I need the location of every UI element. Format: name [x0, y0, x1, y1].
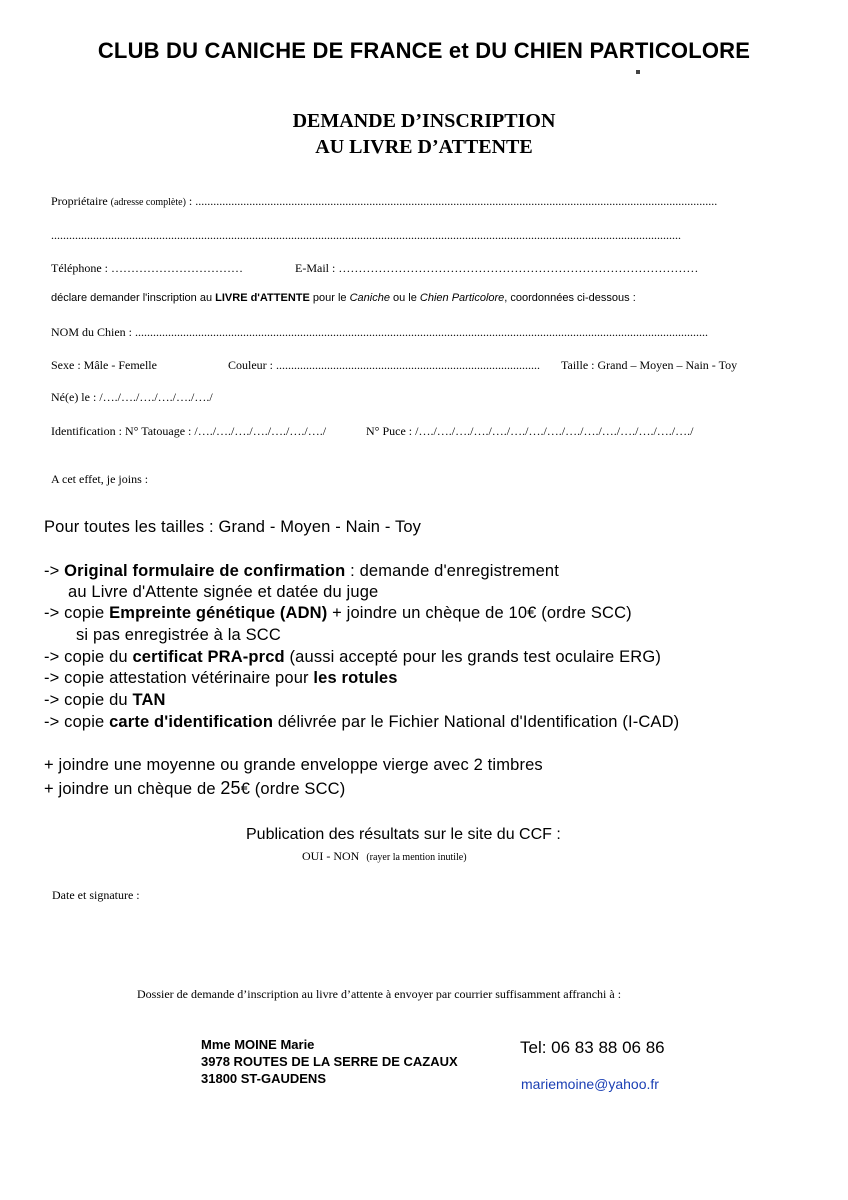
owner-dots-line2: .................................................................................................................................................................................................................. [51, 228, 681, 242]
contact-street: 3978 ROUTES DE LA SERRE DE CAZAUX [201, 1054, 458, 1069]
cheque-line [44, 778, 345, 799]
phone-dots: …………………………… [110, 261, 243, 275]
requirement-item-cont: au Livre d'Attente signée et datée du juge [68, 583, 379, 601]
cheque-prefix: + joindre un chèque de [44, 780, 221, 798]
color-label: Couleur : [228, 358, 276, 372]
declare-particolore: Chien Particolore [419, 292, 505, 304]
email-dots: ……………………………………………………………………………… [338, 261, 699, 275]
item-prefix: -> [44, 562, 65, 580]
contact-email-link[interactable]: mariemoine@yahoo.fr [521, 1076, 659, 1092]
sex-label: Sexe : Mâle - Femelle [51, 358, 157, 372]
requirement-item-cont: si pas enregistrée à la SCC [76, 626, 281, 644]
chip-field[interactable] [366, 424, 693, 439]
email-label: E-Mail : [295, 261, 339, 275]
declare-or: ou le [389, 292, 420, 304]
owner-field[interactable] [51, 194, 717, 209]
all-sizes-line: Pour toutes les tailles : Grand - Moyen - Nain - Toy [44, 518, 422, 536]
item-suffix: : demande d'enregistrement [345, 562, 559, 580]
declare-suffix: , coordonnées ci-dessous : [504, 292, 636, 304]
item-bold: les rotules [313, 669, 398, 687]
requirement-item [44, 669, 398, 688]
declare-bold: LIVRE d'ATTENTE [215, 292, 310, 304]
club-title: CLUB DU CANICHE DE FRANCE et DU CHIEN PARTICOLORE [97, 38, 751, 63]
born-slots: /…./…./…./…./…./…./ [99, 390, 213, 404]
envelope-line: + joindre une moyenne ou grande enveloppe vierge avec 2 timbres [44, 756, 543, 774]
size-field[interactable] [561, 358, 737, 373]
item-suffix: (aussi accepté pour les grands test oculaire ERG) [284, 648, 661, 666]
signature-field[interactable]: Date et signature : [52, 888, 140, 902]
email-field[interactable] [295, 261, 698, 276]
requirement-item [44, 562, 559, 581]
color-field[interactable] [228, 358, 540, 373]
requirement-item [44, 713, 679, 732]
owner-hint: (adresse complète) [110, 197, 186, 208]
dog-name-field[interactable] [51, 325, 733, 340]
tattoo-field[interactable] [51, 424, 326, 439]
size-label: Taille : Grand – Moyen – Nain - Toy [561, 358, 738, 372]
phone-label: Téléphone : [51, 261, 111, 275]
item-suffix: délivrée par le Fichier National d'Identification (I-CAD) [273, 713, 680, 731]
born-label: Né(e) le : [51, 390, 100, 404]
item-prefix: -> copie du [44, 691, 133, 709]
contact-city: 31800 ST-GAUDENS [201, 1071, 326, 1086]
attach-label: A cet effet, je joins : [51, 472, 149, 486]
tattoo-slots: /…./…./…./…./…./…./…./ [194, 424, 327, 438]
phone-field[interactable] [51, 261, 243, 276]
form-title-line1: DEMANDE D’INSCRIPTION [292, 110, 556, 132]
declare-caniche: Caniche [349, 292, 390, 304]
requirement-item [44, 648, 661, 667]
sex-field[interactable] [51, 358, 157, 373]
publication-title: Publication des résultats sur le site du CCF : [246, 826, 561, 843]
owner-field-line2[interactable] [51, 228, 759, 243]
requirement-item [44, 604, 632, 623]
item-prefix: -> copie [44, 604, 110, 622]
form-title [0, 108, 848, 160]
requirement-item [44, 691, 166, 710]
publication-choices: OUI - NON [302, 849, 360, 863]
publication-hint: (rayer la mention inutile) [366, 852, 467, 863]
chip-slots: /…./…./…./…./…./…./…./…./…./…./…./…./…./…./…./ [415, 424, 694, 438]
item-prefix: -> copie [44, 713, 110, 731]
declare-prefix: déclare demander l'inscription au [51, 292, 216, 304]
chip-label: N° Puce : [366, 424, 416, 438]
item-bold: Original formulaire de confirmation [64, 562, 346, 580]
declare-mid: pour le [309, 292, 350, 304]
dog-name-dots: ............................................................................................................................................................................................... [135, 325, 708, 339]
contact-name: Mme MOINE Marie [201, 1037, 315, 1052]
cheque-amount: 25 [220, 778, 241, 798]
item-prefix: -> copie du [44, 648, 133, 666]
owner-dots: : .............................................................................................................................................................................. [185, 194, 718, 208]
scan-mark [636, 70, 640, 74]
birth-date-field[interactable] [51, 390, 213, 405]
item-bold: certificat PRA-prcd [132, 648, 285, 666]
declaration [51, 292, 636, 304]
dog-name-label: NOM du Chien : [51, 325, 135, 339]
contact-address [201, 1036, 458, 1087]
form-title-line2: AU LIVRE D’ATTENTE [315, 136, 533, 158]
id-label: Identification : N° Tatouage : [51, 424, 195, 438]
publication-choice[interactable] [302, 849, 467, 864]
item-suffix: + joindre un chèque de 10€ (ordre SCC) [327, 604, 632, 622]
item-prefix: -> copie attestation vétérinaire pour [44, 669, 314, 687]
cheque-suffix: € (ordre SCC) [240, 780, 346, 798]
item-bold: TAN [132, 691, 166, 709]
owner-label: Propriétaire [51, 194, 108, 208]
item-bold: carte d'identification [109, 713, 274, 731]
color-dots: ........................................................................................ [276, 358, 540, 372]
contact-phone: Tel: 06 83 88 06 86 [520, 1038, 665, 1057]
item-bold: Empreinte génétique (ADN) [109, 604, 328, 622]
send-note: Dossier de demande d’inscription au livre d’attente à envoyer par courrier suffisamment affranchi à : [137, 987, 622, 1001]
